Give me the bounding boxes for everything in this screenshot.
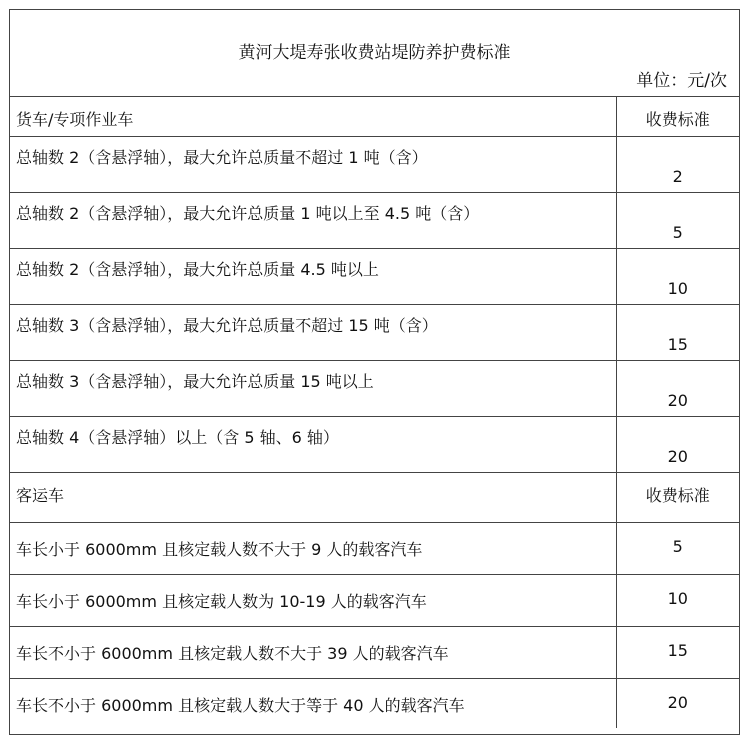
table-row [10, 304, 739, 360]
row-desc: 总轴数 3（含悬浮轴），最大允许总质量 15 吨以上 [10, 360, 616, 416]
unit-label: 单位：元/次 [636, 71, 727, 91]
fee-standard-sheet [9, 9, 740, 735]
table-row [10, 678, 739, 728]
fee-table [10, 97, 739, 728]
table-row [10, 136, 739, 192]
table-row [10, 360, 739, 416]
table-row [10, 416, 739, 472]
row-desc: 总轴数 4（含悬浮轴）以上（含 5 轴、6 轴） [10, 416, 616, 472]
row-fee: 15 [616, 304, 739, 360]
row-desc: 总轴数 3（含悬浮轴），最大允许总质量不超过 15 吨（含） [10, 304, 616, 360]
row-desc: 总轴数 2（含悬浮轴），最大允许总质量不超过 1 吨（含） [10, 136, 616, 192]
row-desc: 车长小于 6000mm 且核定载人数为 10-19 人的载客汽车 [10, 574, 616, 626]
row-fee: 20 [616, 678, 739, 728]
row-fee: 2 [616, 136, 739, 192]
passenger-header: 客运车 [10, 472, 616, 522]
row-desc: 总轴数 2（含悬浮轴），最大允许总质量 4.5 吨以上 [10, 248, 616, 304]
passenger-header-row [10, 472, 739, 522]
passenger-fee-header: 收费标准 [616, 472, 739, 522]
row-fee: 5 [616, 522, 739, 574]
truck-fee-header: 收费标准 [616, 97, 739, 136]
row-desc: 车长不小于 6000mm 且核定载人数大于等于 40 人的载客汽车 [10, 678, 616, 728]
row-fee: 10 [616, 574, 739, 626]
truck-header-row [10, 97, 739, 136]
table-row [10, 626, 739, 678]
page-title: 黄河大堤寿张收费站堤防养护费标准 [238, 43, 511, 63]
row-desc: 车长不小于 6000mm 且核定载人数不大于 39 人的载客汽车 [10, 626, 616, 678]
row-desc: 车长小于 6000mm 且核定载人数不大于 9 人的载客汽车 [10, 522, 616, 574]
truck-header: 货车/专项作业车 [10, 97, 616, 136]
row-desc: 总轴数 2（含悬浮轴），最大允许总质量 1 吨以上至 4.5 吨（含） [10, 192, 616, 248]
table-row [10, 522, 739, 574]
row-fee: 15 [616, 626, 739, 678]
title-block [10, 10, 739, 97]
table-row [10, 192, 739, 248]
row-fee: 10 [616, 248, 739, 304]
table-row [10, 574, 739, 626]
row-fee: 20 [616, 360, 739, 416]
row-fee: 20 [616, 416, 739, 472]
row-fee: 5 [616, 192, 739, 248]
table-row [10, 248, 739, 304]
